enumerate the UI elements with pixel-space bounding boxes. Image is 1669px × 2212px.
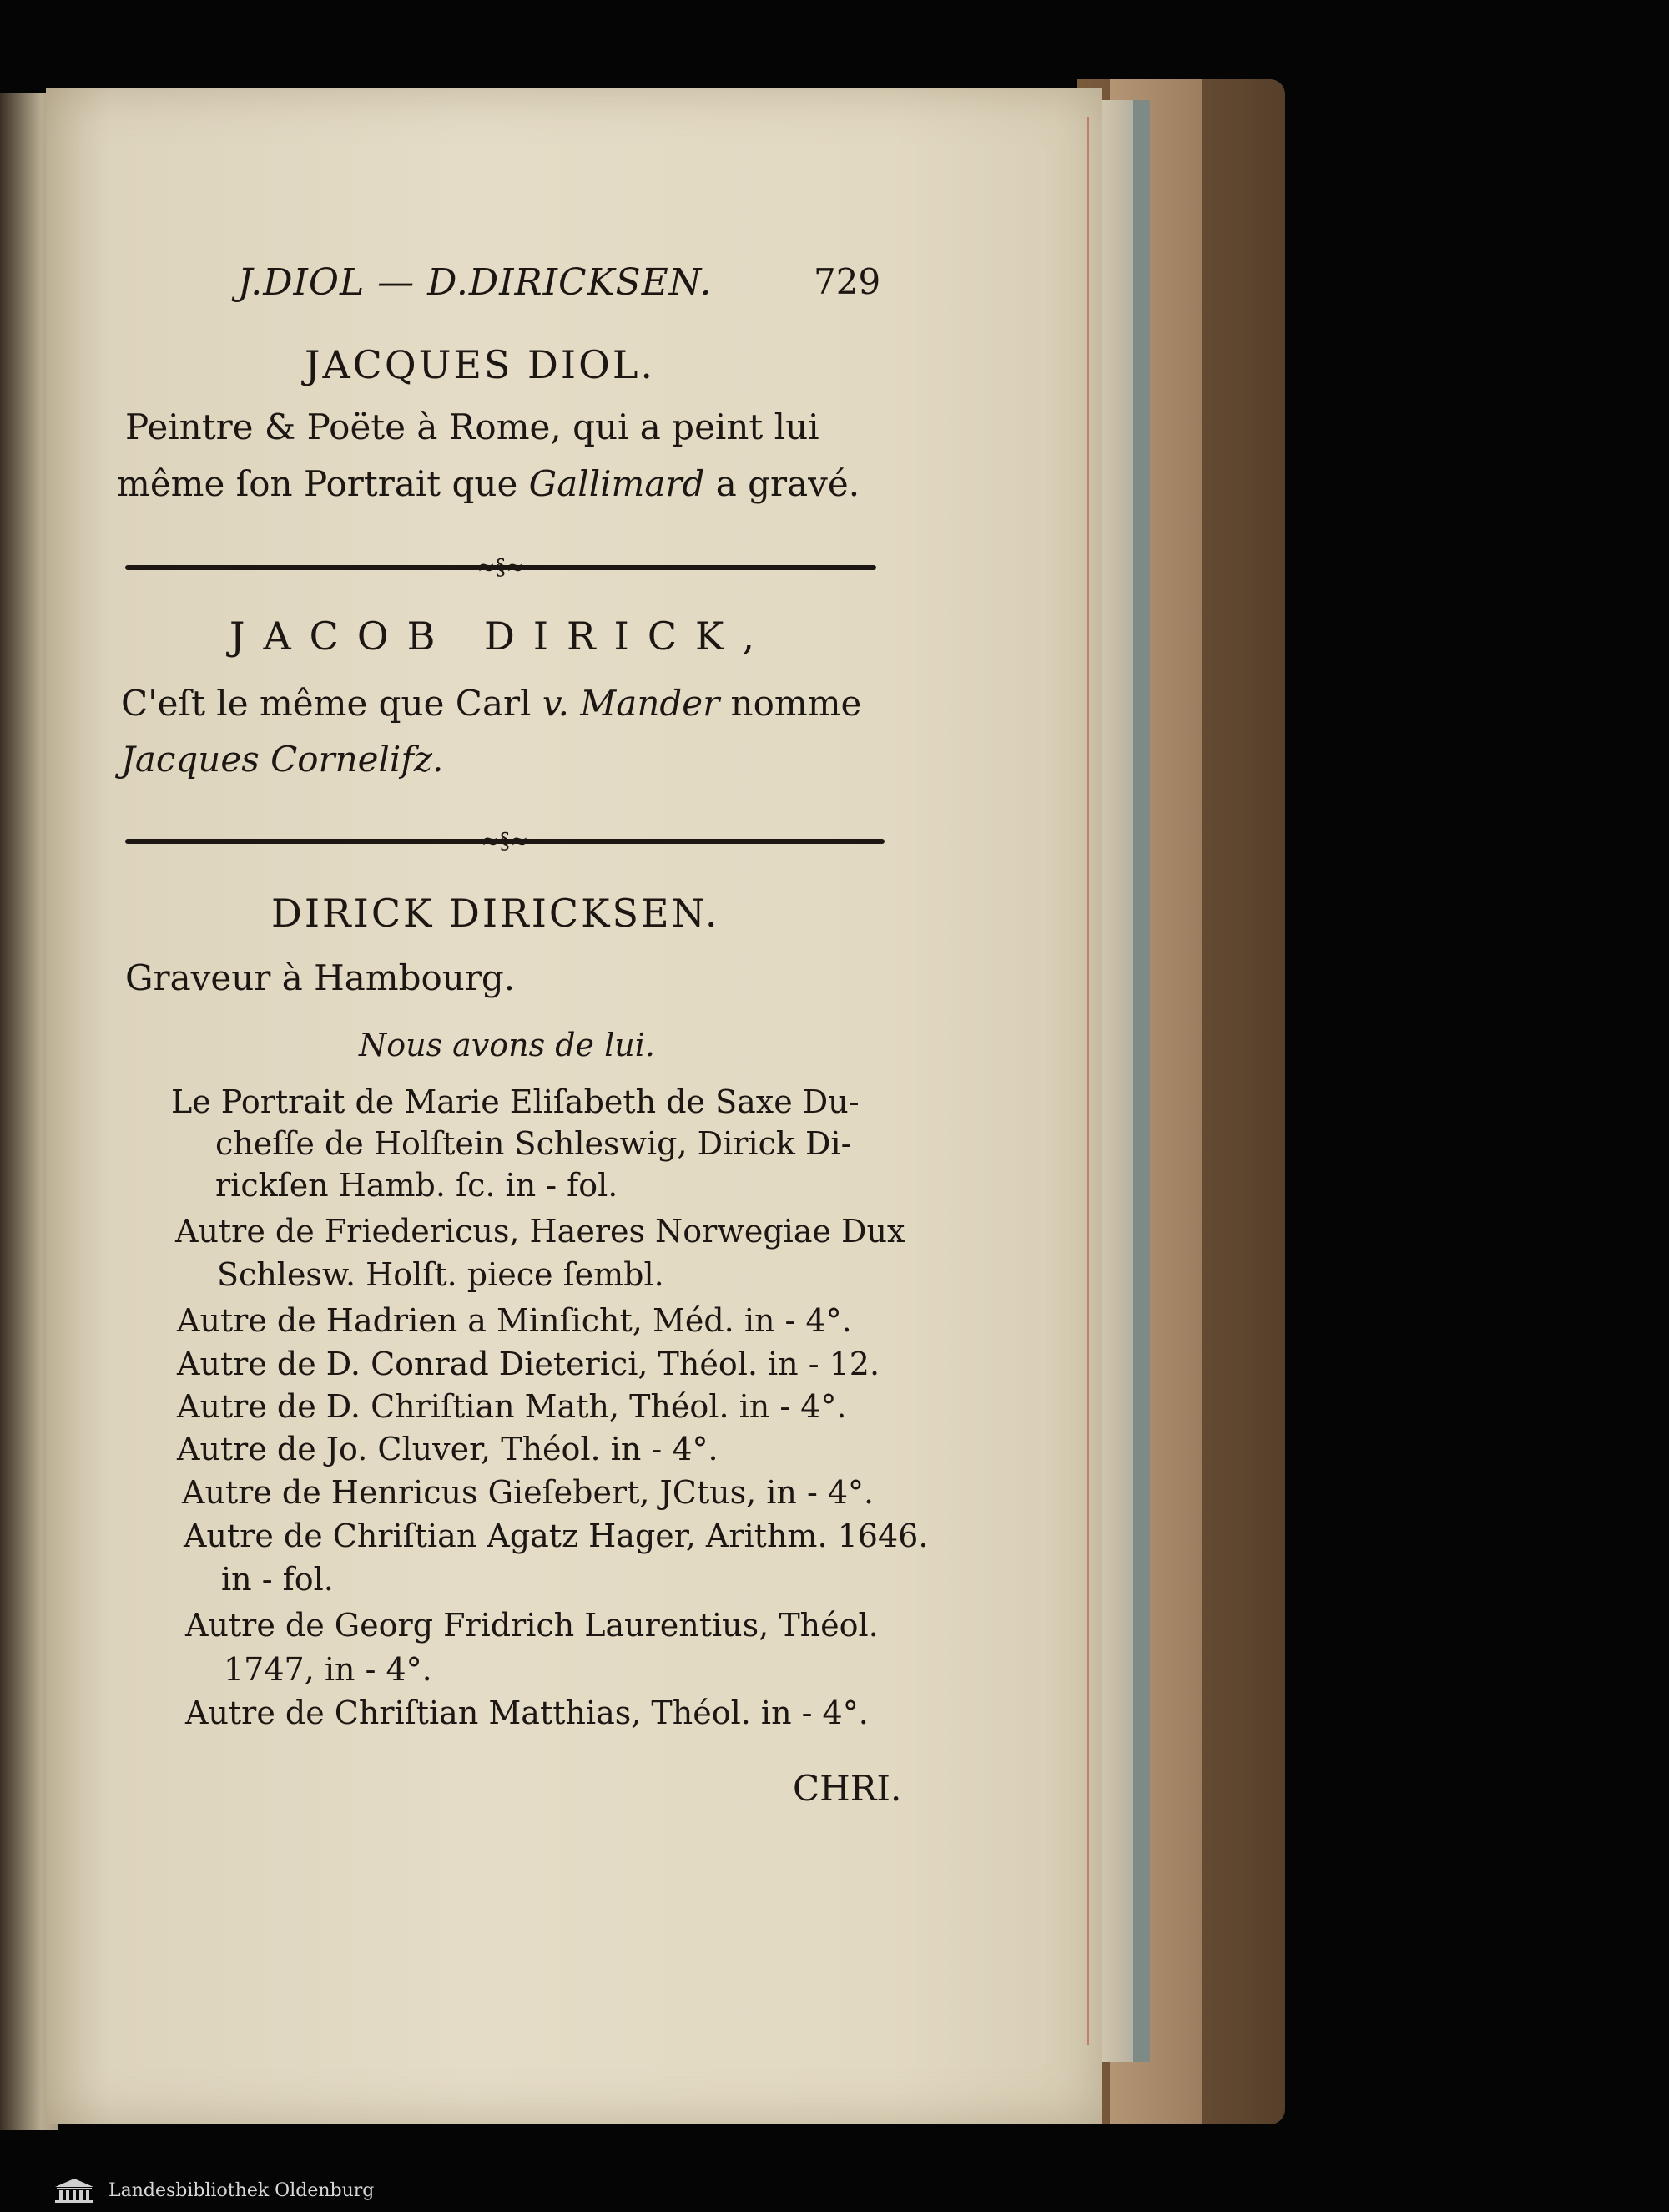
rule-ornament: ~≈§≈~ bbox=[462, 829, 547, 854]
entry-line: C'eſt le même que Carl v. Mander nomme bbox=[121, 683, 862, 724]
library-name: Landesbibliothek Oldenburg bbox=[108, 2180, 375, 2201]
list-item: in - fol. bbox=[221, 1561, 334, 1598]
running-header: J.DIOL — D.DIRICKSEN. bbox=[238, 261, 713, 304]
entry-line: Jacques Cornelifz. bbox=[121, 739, 444, 780]
ornamental-rule bbox=[125, 555, 876, 580]
page-edge-red-line bbox=[1087, 117, 1089, 2045]
list-item: 1747, in - 4°. bbox=[224, 1651, 432, 1688]
heading-dirick-diricksen: DIRICK DIRICKSEN. bbox=[271, 891, 720, 936]
list-item: Schlesw. Holſt. piece ſembl. bbox=[217, 1256, 664, 1293]
list-item: cheſſe de Holſtein Schleswig, Dirick Di- bbox=[215, 1125, 852, 1162]
list-item: Autre de Hadrien a Minſicht, Méd. in - 4°. bbox=[177, 1302, 852, 1339]
catchword: CHRI. bbox=[793, 1768, 902, 1809]
list-item: Autre de Jo. Cluver, Théol. in - 4°. bbox=[177, 1431, 719, 1467]
heading-jacob-dirick: JACOB DIRICK, bbox=[229, 614, 774, 659]
entry-line: Graveur à Hambourg. bbox=[125, 957, 516, 998]
subheading: Nous avons de lui. bbox=[359, 1027, 655, 1063]
list-item: Autre de Chriſtian Matthias, Théol. in - 4°. bbox=[185, 1694, 869, 1731]
list-item: rickſen Hamb. ſc. in - fol. bbox=[215, 1167, 618, 1204]
library-building-icon bbox=[52, 2177, 97, 2204]
list-item: Le Portrait de Marie Eliſabeth de Saxe Du- bbox=[171, 1083, 860, 1120]
ornamental-rule bbox=[125, 829, 885, 854]
page-number: 729 bbox=[814, 261, 881, 302]
list-item: Autre de D. Conrad Dieterici, Théol. in - 12. bbox=[177, 1346, 880, 1382]
list-item: Autre de Henricus Gieſebert, JCtus, in - 4°. bbox=[182, 1474, 875, 1511]
list-item: Autre de Georg Fridrich Laurentius, Théol. bbox=[185, 1607, 879, 1644]
rule-ornament: ~≈§≈~ bbox=[458, 555, 543, 580]
entry-line: Peintre & Poëte à Rome, qui a peint lui bbox=[125, 407, 819, 447]
edge-stripe bbox=[1133, 100, 1150, 2062]
list-item: Autre de Chriſtian Agatz Hager, Arithm. 1646. bbox=[184, 1518, 929, 1554]
heading-jacques-diol: JACQUES DIOL. bbox=[305, 342, 655, 387]
list-item: Autre de D. Chriſtian Math, Théol. in - 4°. bbox=[177, 1388, 847, 1425]
list-item: Autre de Friedericus, Haeres Norwegiae Dux bbox=[175, 1213, 905, 1250]
footer-bar bbox=[0, 2170, 1669, 2212]
entry-line: même ſon Portrait que Gallimard a gravé. bbox=[117, 463, 860, 504]
